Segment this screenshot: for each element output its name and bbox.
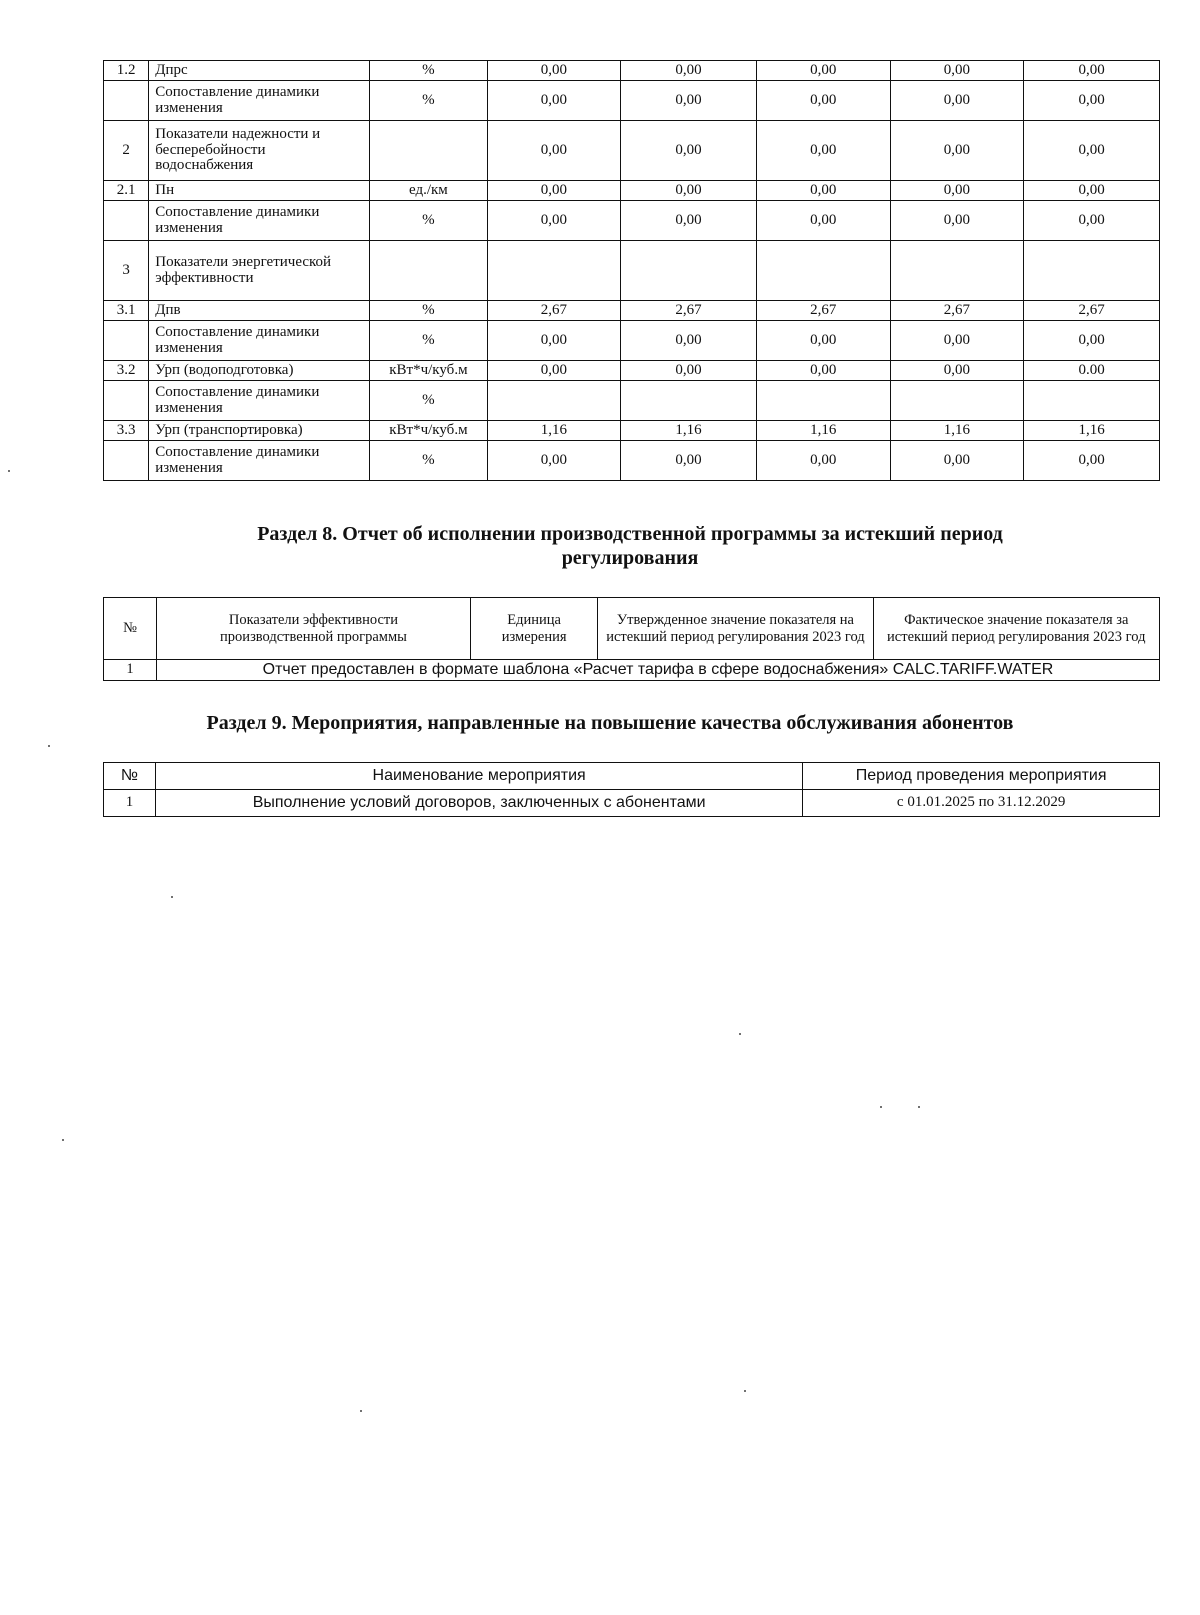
section-9-title: Раздел 9. Мероприятия, направленные на повышение качества обслуживания абонентов [206,712,1014,734]
value-cell: 1,16 [890,421,1024,441]
table-row [104,381,1160,421]
col-header-unit: Единица измерения [470,598,597,660]
value-cell [1024,381,1160,421]
section-8-title [150,522,1110,570]
unit-cell [370,121,487,181]
row-num: 1 [104,790,156,817]
indicator-name: Дпв [149,301,370,321]
value-cell [487,381,621,421]
unit-cell: % [370,81,487,121]
value-cell [621,241,757,301]
value-cell: 0.00 [1024,361,1160,381]
table-row [104,441,1160,481]
value-cell: 0,00 [756,201,890,241]
value-cell: 0,00 [890,201,1024,241]
indicator-name: Сопоставление динамики изменения [149,381,370,421]
value-cell [621,381,757,421]
report-note: Отчет предоставлен в формате шаблона «Расчет тарифа в сфере водоснабжения» CALC.TARIFF.WATER [157,660,1160,681]
row-num: 3 [104,241,149,301]
value-cell: 0,00 [621,81,757,121]
table-row [104,361,1160,381]
col-header-event: Наименование мероприятия [155,763,802,790]
value-cell: 0,00 [1024,441,1160,481]
indicator-name: Показатели надежности и бесперебойности водоснабжения [149,121,370,181]
value-cell: 0,00 [756,361,890,381]
indicator-name: Урп (транспортировка) [149,421,370,441]
value-cell: 2,67 [756,301,890,321]
value-cell: 0,00 [890,441,1024,481]
value-cell [890,381,1024,421]
value-cell: 0,00 [756,321,890,361]
value-cell [1024,241,1160,301]
value-cell: 2,67 [621,301,757,321]
value-cell: 2,67 [890,301,1024,321]
row-num: 1 [104,660,157,681]
value-cell: 0,00 [756,441,890,481]
row-num [104,441,149,481]
value-cell: 0,00 [890,61,1024,81]
value-cell: 0,00 [621,361,757,381]
indicators-table [103,60,1160,481]
value-cell: 0,00 [487,361,621,381]
unit-cell [370,241,487,301]
table-row [104,421,1160,441]
section-8-title-line2: регулирования [561,547,699,569]
unit-cell: % [370,61,487,81]
table-row [104,660,1160,681]
row-num: 1.2 [104,61,149,81]
table-row [104,301,1160,321]
value-cell: 0,00 [1024,321,1160,361]
col-header-num: № [104,763,156,790]
table-row [104,121,1160,181]
row-num [104,321,149,361]
indicator-name: Сопоставление динамики изменения [149,441,370,481]
scan-speck [918,1106,920,1108]
col-header-indicators: Показатели эффективности производственной программы [157,598,471,660]
table-row [104,241,1160,301]
value-cell: 0,00 [487,181,621,201]
value-cell [890,241,1024,301]
value-cell: 0,00 [1024,61,1160,81]
value-cell: 0,00 [621,441,757,481]
row-num: 3.2 [104,361,149,381]
scan-speck [48,745,50,747]
indicator-name: Сопоставление динамики изменения [149,321,370,361]
value-cell: 1,16 [621,421,757,441]
unit-cell: % [370,321,487,361]
value-cell: 0,00 [621,321,757,361]
indicator-name: Показатели энергетической эффективности [149,241,370,301]
value-cell: 0,00 [621,121,757,181]
indicator-name: Дпрс [149,61,370,81]
value-cell: 0,00 [890,321,1024,361]
value-cell: 0,00 [487,121,621,181]
table-row [104,201,1160,241]
value-cell: 0,00 [1024,121,1160,181]
col-header-period: Период проведения мероприятия [803,763,1160,790]
col-header-num: № [104,598,157,660]
scan-speck [360,1410,362,1412]
value-cell: 0,00 [1024,201,1160,241]
value-cell: 0,00 [890,121,1024,181]
unit-cell: % [370,381,487,421]
event-name: Выполнение условий договоров, заключенных с абонентами [155,790,802,817]
value-cell: 0,00 [756,61,890,81]
value-cell: 1,16 [487,421,621,441]
row-num: 2.1 [104,181,149,201]
indicator-name: Урп (водоподготовка) [149,361,370,381]
row-num [104,201,149,241]
value-cell: 1,16 [756,421,890,441]
unit-cell: ед./км [370,181,487,201]
value-cell: 2,67 [487,301,621,321]
value-cell: 0,00 [487,441,621,481]
row-num: 3.1 [104,301,149,321]
table-header-row [104,763,1160,790]
value-cell: 0,00 [487,201,621,241]
row-num [104,81,149,121]
scan-speck [739,1033,741,1035]
table-row [104,181,1160,201]
section-9-table [103,762,1160,817]
unit-cell: кВт*ч/куб.м [370,361,487,381]
value-cell: 0,00 [621,201,757,241]
value-cell: 0,00 [487,81,621,121]
event-period: с 01.01.2025 по 31.12.2029 [803,790,1160,817]
table-row [104,81,1160,121]
value-cell: 0,00 [621,61,757,81]
table-header-row [104,598,1160,660]
value-cell: 0,00 [756,81,890,121]
value-cell: 0,00 [756,121,890,181]
row-num [104,381,149,421]
value-cell: 0,00 [890,181,1024,201]
value-cell: 1,16 [1024,421,1160,441]
scan-speck [744,1390,746,1392]
value-cell [756,381,890,421]
scan-speck [8,470,10,472]
table-row [104,61,1160,81]
section-8-table [103,597,1160,681]
value-cell: 0,00 [1024,181,1160,201]
value-cell: 0,00 [890,361,1024,381]
value-cell: 0,00 [890,81,1024,121]
scan-speck [880,1106,882,1108]
table-row [104,321,1160,361]
value-cell: 0,00 [487,61,621,81]
row-num: 2 [104,121,149,181]
unit-cell: % [370,441,487,481]
unit-cell: кВт*ч/куб.м [370,421,487,441]
section-8-title-line1: Раздел 8. Отчет об исполнении производственной программы за истекший период [257,523,1003,545]
scan-speck [171,896,173,898]
unit-cell: % [370,201,487,241]
indicator-name: Сопоставление динамики изменения [149,201,370,241]
value-cell [487,241,621,301]
table-row [104,790,1160,817]
value-cell [756,241,890,301]
value-cell: 0,00 [756,181,890,201]
value-cell: 0,00 [621,181,757,201]
col-header-actual: Фактическое значение показателя за истекший период регулирования 2023 год [873,598,1159,660]
row-num: 3.3 [104,421,149,441]
unit-cell: % [370,301,487,321]
value-cell: 0,00 [487,321,621,361]
indicator-name: Сопоставление динамики изменения [149,81,370,121]
col-header-approved: Утвержденное значение показателя на истекший период регулирования 2023 год [598,598,873,660]
scan-speck [62,1139,64,1141]
indicator-name: Пн [149,181,370,201]
value-cell: 2,67 [1024,301,1160,321]
value-cell: 0,00 [1024,81,1160,121]
